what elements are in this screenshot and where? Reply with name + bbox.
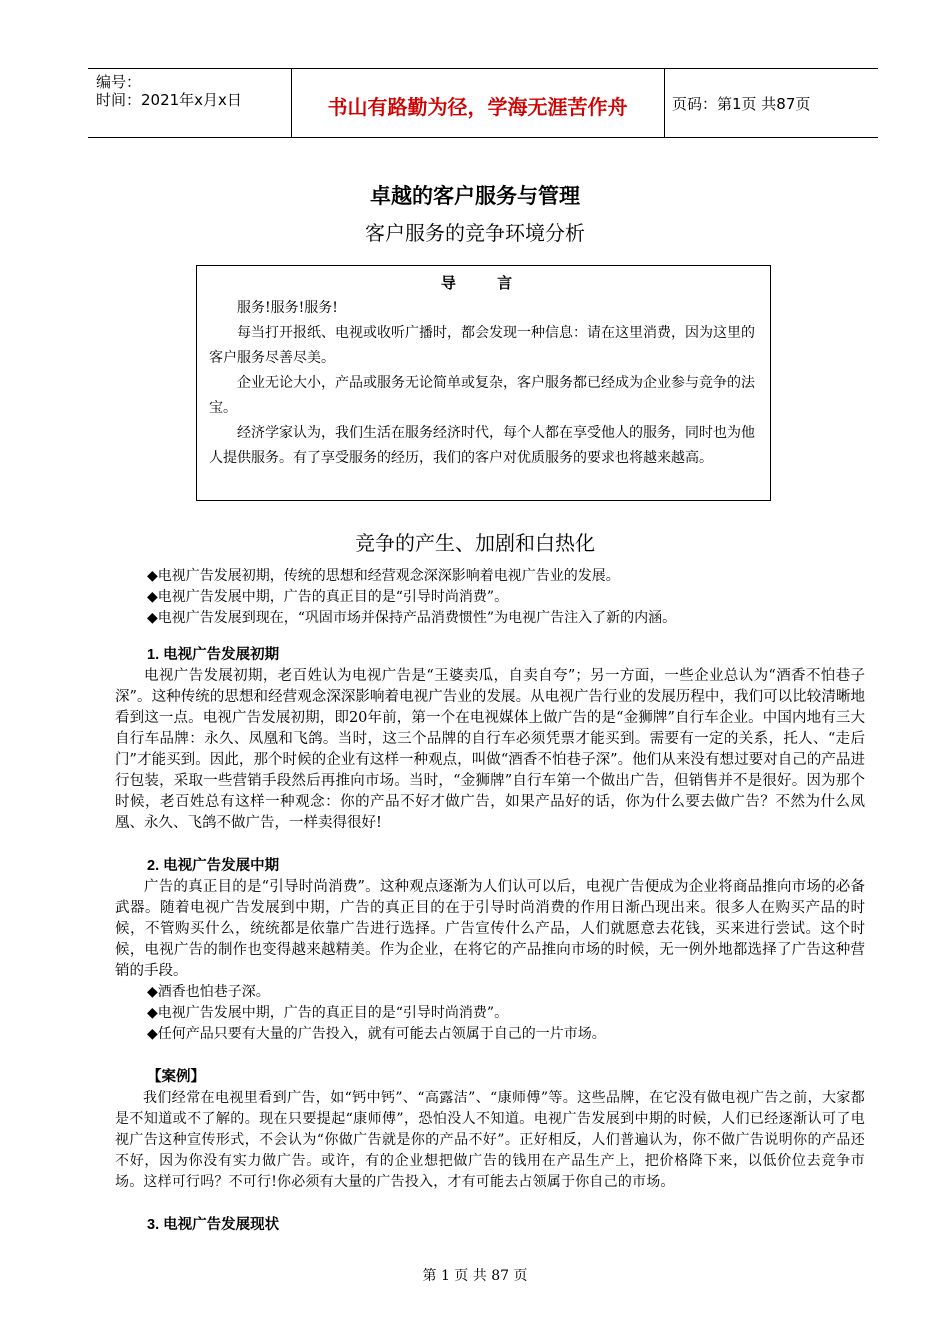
intro-paragraph: 经济学家认为，我们生活在服务经济时代，每个人都在享受他人的服务，同时也为他人提供服务。有了享受服务的经历，我们的客户对优质服务的要求也将越来越高。 — [209, 425, 755, 466]
main-content — [115, 566, 865, 1236]
bullet-item: ◆酒香也怕巷子深。 — [147, 984, 270, 1000]
case-text: 我们经常在电视里看到广告，如“钙中钙”、“高露洁”、“康师傅”等。这些品牌，在它没有做电视广告之前，大家都是不知道或不了解的。现在只要提起“康师傅”，恐怕没人不知道。电视广告发展到中期的时候，人们已经逐渐认可了电视广告这种宣传形式，不会认为“你做广告就是你的产品不好”。正好相反，人们普遍认为，你不做广告说明你的产品还不好，因为你没有实力做广告。或许，有的企业想把做广告的钱用在产品生产上，把价格降下来，以低价位去竞争市场。这样可行吗？不可行!你必须有大量的广告投入，才有可能去占领属于你自己的市场。 — [115, 1090, 865, 1190]
document-title: 卓越的客户服务与管理 — [370, 184, 580, 208]
intro-box — [196, 265, 771, 501]
header-motto: 书山有路勤为径，学海无涯苦作舟 — [327, 95, 628, 119]
bullet-item: ◆电视广告发展到现在，“巩固市场并保持产品消费惯性”为电视广告注入了新的内涵。 — [147, 610, 677, 626]
subsection-heading-3: 3. 电视广告发展现状 — [147, 1217, 280, 1233]
page-footer: 第 1 页 共 87 页 — [422, 1268, 528, 1284]
intro-paragraph: 每当打开报纸、电视或收听广播时，都会发现一种信息：请在这里消费，因为这里的客户服务尽善尽美。 — [209, 325, 755, 366]
subsection-2-text: 广告的真正目的是“引导时尚消费”。这种观点逐渐为人们认可以后，电视广告便成为企业将商品推向市场的必备武器。随着电视广告发展到中期，广告的真正目的在于引导时尚消费的作用日渐凸现出来。很多人在购买产品的时候，不管购买什么，统统都是依靠广告进行选择。广告宣传什么产品，人们就愿意去花钱，买来进行尝试。这个时候，电视广告的制作也变得越来越精美。作为企业，在将它的产品推向市场的时候，无一例外地都选择了广告这种营销的手段。 — [115, 879, 865, 979]
bullet-item: ◆任何产品只要有大量的广告投入，就有可能去占领属于自己的一片市场。 — [147, 1026, 606, 1042]
intro-heading: 导 言 — [440, 274, 531, 292]
section-heading: 竞争的产生、加剧和白热化 — [355, 531, 595, 555]
header-page-info: 页码：第1页 共87页 — [672, 95, 811, 113]
intro-paragraph: 企业无论大小，产品或服务无论简单或复杂，客户服务都已经成为企业参与竞争的法宝。 — [209, 375, 755, 416]
bullet-item: ◆电视广告发展中期，广告的真正目的是“引导时尚消费”。 — [147, 1005, 509, 1021]
case-heading: 【案例】 — [147, 1069, 205, 1085]
bullet-item: ◆电视广告发展初期，传统的思想和经营观念深深影响着电视广告业的发展。 — [147, 568, 620, 584]
document-subtitle: 客户服务的竞争环境分析 — [365, 221, 585, 245]
subsection-heading-1: 1. 电视广告发展初期 — [147, 647, 280, 663]
subsection-heading-2: 2. 电视广告发展中期 — [147, 858, 280, 874]
subsection-1-text: 电视广告发展初期，老百姓认为电视广告是“王婆卖瓜，自卖自夸”；另一方面，一些企业总认为“酒香不怕巷子深”。这种传统的思想和经营观念深深影响着电视广告业的发展。从电视广告行业的发展历程中，我们可以比较清晰地看到这一点。电视广告发展初期，即20年前，第一个在电视媒体上做广告的是“金狮牌”自行车企业。中国内地有三大自行车品牌：永久、凤凰和飞鸽。当时，这三个品牌的自行车必须凭票才能买到。需要有一定的关系，托人、“走后门”才能买到。因此，那个时候的企业有这样一种观点，叫做“酒香不怕巷子深”。他们从来没有想过要对自己的产品进行包装，采取一些营销手段然后再推向市场。当时，“金狮牌”自行车第一个做出广告，但销售并不是很好。因为那个时候，老百姓总有这样一种观念：你的产品不好才做广告，如果产品好的话，你为什么要去做广告？不然为什么凤凰、永久、飞鸽不做广告，一样卖得很好! — [115, 668, 865, 831]
header-left-cell — [88, 69, 292, 137]
header-motto-cell — [291, 69, 665, 137]
header-time-label: 时间：2021年x月x日 — [96, 91, 242, 109]
bullet-item: ◆电视广告发展中期，广告的真正目的是“引导时尚消费”。 — [147, 589, 509, 605]
document-header — [88, 68, 878, 138]
header-page-cell — [664, 69, 878, 137]
intro-paragraph: 服务!服务!服务! — [237, 300, 338, 316]
header-number-label: 编号： — [96, 73, 142, 91]
